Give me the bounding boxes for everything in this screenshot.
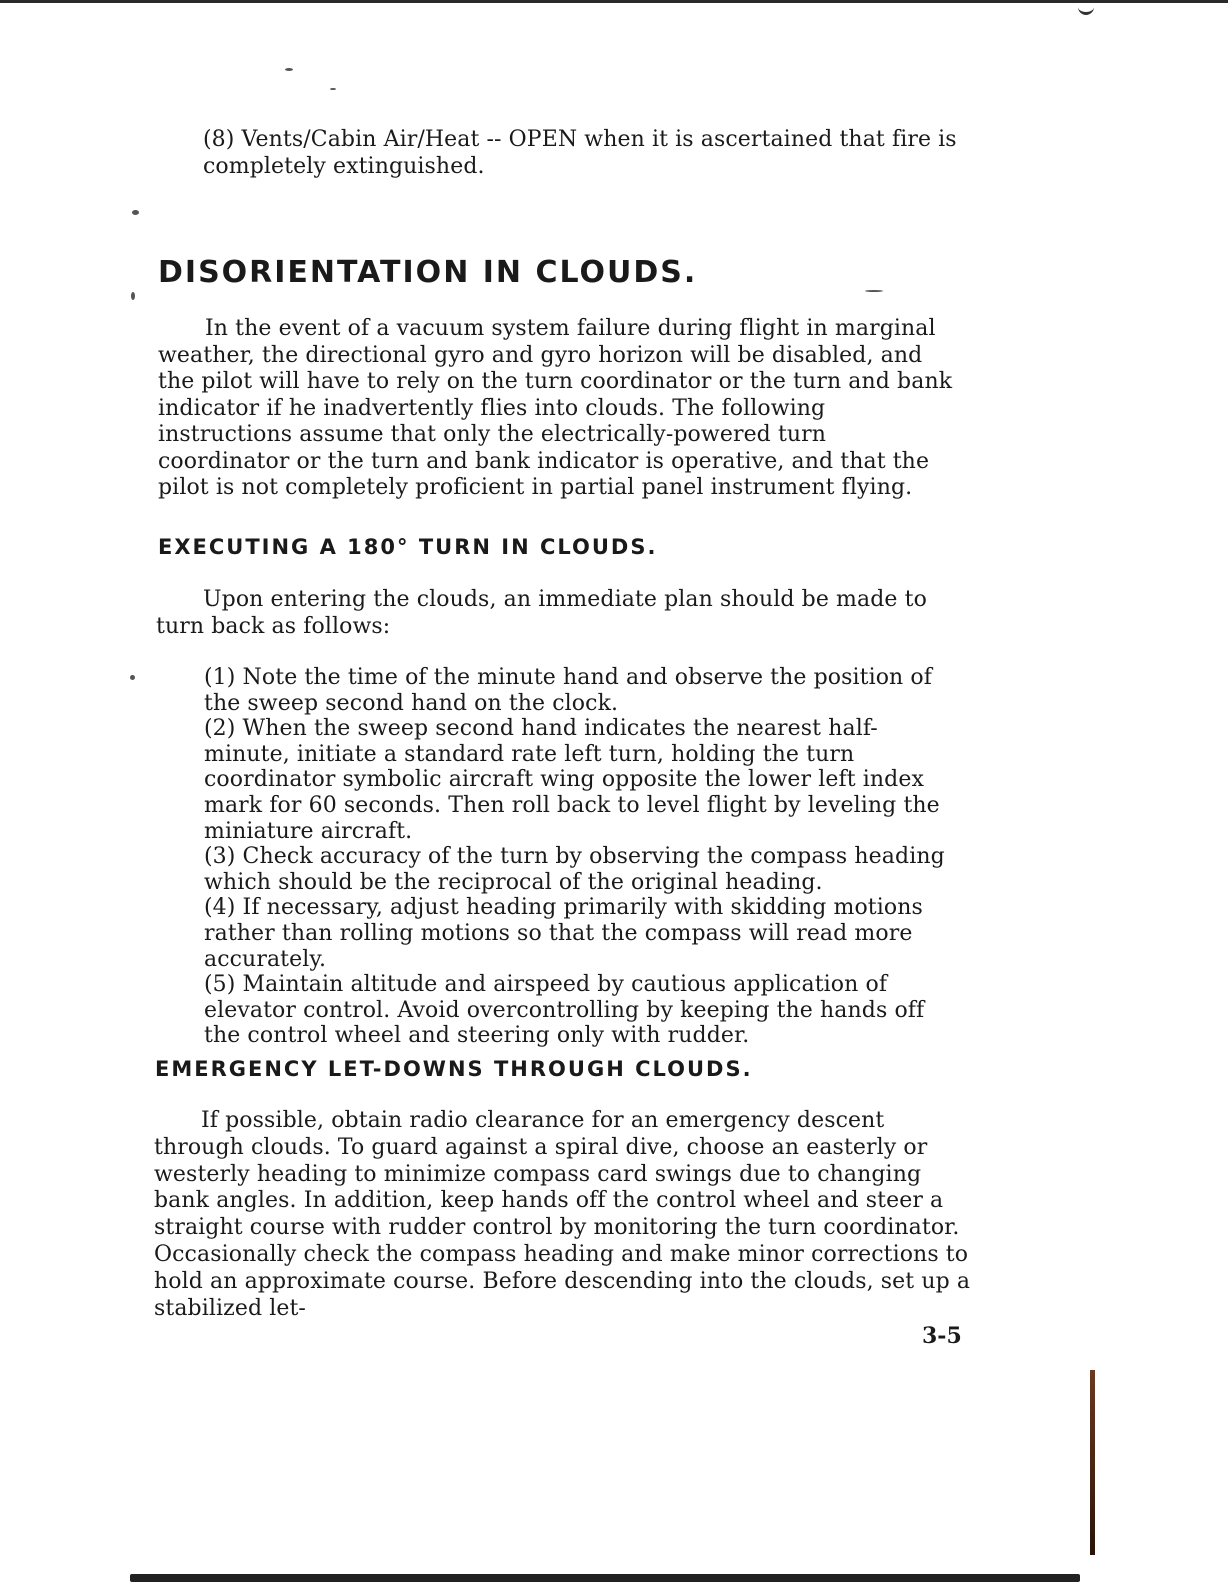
subsection-2-title: EMERGENCY LET-DOWNS THROUGH CLOUDS. [155, 1057, 753, 1081]
intro-paragraph [158, 316, 958, 502]
scan-edge-bottom [130, 1574, 1080, 1582]
page-number: 3-5 [922, 1323, 962, 1349]
scan-speck [330, 88, 336, 90]
scan-speck [130, 675, 135, 680]
scan-edge-top [0, 0, 1228, 3]
turn-step-3: (3) Check accuracy of the turn by observing the compass heading which should be the reciprocal of the original heading. [204, 844, 945, 895]
subsection-1-intro [156, 587, 956, 640]
scan-speck [132, 210, 139, 215]
subsection-1-intro-text: Upon entering the clouds, an immediate plan should be made to turn back as follows: [156, 587, 927, 639]
scan-edge-right [1090, 1370, 1095, 1555]
scan-speck [285, 68, 293, 71]
scan-mark [1078, 2, 1094, 15]
subsection-2-paragraph [154, 1108, 979, 1322]
subsection-1-title: EXECUTING A 180° TURN IN CLOUDS. [158, 535, 658, 559]
turn-step-5: (5) Maintain altitude and airspeed by cautious application of elevator control. Avoid overcontrolling by keeping the hands off the control wheel and steering only with rudder. [204, 972, 925, 1049]
scan-speck [131, 292, 135, 300]
turn-step-4: (4) If necessary, adjust heading primarily with skidding motions rather than rolling motions so that the compass will read more accurately. [204, 895, 923, 972]
turn-steps-list [204, 665, 962, 1049]
subsection-2-paragraph-text: If possible, obtain radio clearance for an emergency descent through clouds. To guard against a spiral dive, choose an easterly or westerly heading to minimize compass card swings due to changing bank angles. In addition, keep hands off the control wheel and steer a straight course with rudder control by monitoring the turn coordinator. Occasionally check the compass heading and make minor corrections to hold an approximate course. Before descending into the clouds, set up a stabilized let- [154, 1108, 971, 1321]
fire-step-text: (8) Vents/Cabin Air/Heat -- OPEN when it is ascertained that fire is completely extinguished. [203, 127, 957, 179]
scan-speck [865, 290, 883, 292]
intro-paragraph-text: In the event of a vacuum system failure during flight in marginal weather, the directional gyro and gyro horizon will be disabled, and the pilot will have to rely on the turn coordinator or the turn and bank indicator if he inadvertently flies into clouds. The following instructions assume that only the electrically-powered turn coordinator or the turn and bank indicator is operative, and that the pilot is not completely proficient in partial panel instrument flying. [158, 316, 953, 500]
turn-step-2: (2) When the sweep second hand indicates the nearest half-minute, initiate a standard rate left turn, holding the turn coordinator symbolic aircraft wing opposite the lower left index mark for 60 seconds. Then roll back to level flight by leveling the miniature aircraft. [204, 716, 940, 844]
turn-step-1: (1) Note the time of the minute hand and observe the position of the sweep second hand on the clock. [204, 665, 933, 716]
fire-step-8 [203, 127, 963, 180]
section-title: DISORIENTATION IN CLOUDS. [158, 255, 698, 290]
